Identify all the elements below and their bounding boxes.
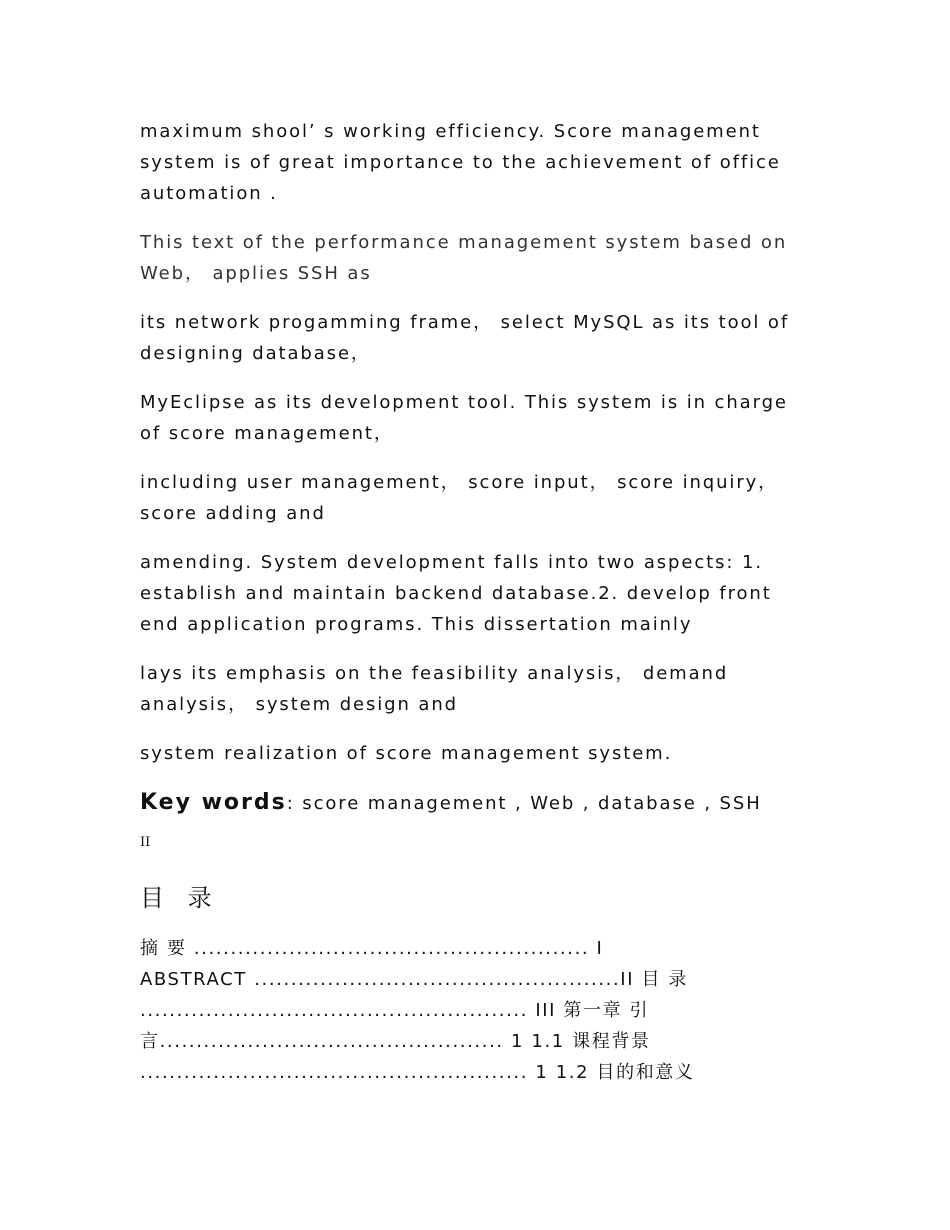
- text-line: lays its emphasis on the feasibility analysis， demand: [140, 663, 729, 684]
- text-line: amending. System development falls into two aspects: 1.: [140, 552, 763, 573]
- keywords-text: : score management , Web , database , SSH: [286, 793, 762, 814]
- text-line: score adding and: [140, 503, 326, 524]
- text-line: system realization of score management system.: [140, 743, 673, 764]
- abstract-paragraph-2: [140, 227, 830, 289]
- page-number: II: [140, 835, 151, 850]
- abstract-paragraph-8: [140, 738, 830, 769]
- abstract-paragraph-5: [140, 467, 830, 529]
- text-line: Web， applies SSH as: [140, 263, 372, 284]
- abstract-paragraph-1: [140, 116, 830, 209]
- text-line: system is of great importance to the achievement of office: [140, 152, 781, 173]
- text-line: designing database，: [140, 343, 371, 364]
- abstract-paragraph-3: [140, 307, 830, 369]
- keywords-line: [140, 787, 830, 819]
- text-line: automation .: [140, 183, 278, 204]
- toc-list: [140, 933, 830, 1088]
- keywords-label: Key words: [140, 790, 287, 815]
- text-line: analysis， system design and: [140, 694, 458, 715]
- text-line: its network progamming frame， select MySQL as its tool of: [140, 312, 790, 333]
- text-line: maximum shool’ s working efficiency. Score management: [140, 121, 761, 142]
- toc-line: 摘 要 ...................................................... I: [140, 938, 604, 959]
- toc-title: 目 录: [140, 884, 220, 912]
- abstract-paragraph-7: [140, 658, 830, 720]
- text-line: MyEclipse as its development tool. This system is in charge: [140, 392, 788, 413]
- text-line: of score management，: [140, 423, 394, 444]
- document-page: [140, 116, 830, 1088]
- text-line: establish and maintain backend database.2. develop front: [140, 583, 772, 604]
- toc-line: ..................................................... III 第一章 引: [140, 1000, 650, 1021]
- text-line: This text of the performance management system based on: [140, 232, 788, 253]
- text-line: end application programs. This dissertation mainly: [140, 614, 693, 635]
- toc-line: 言............................................... 1 1.1 课程背景: [140, 1031, 651, 1052]
- abstract-paragraph-4: [140, 387, 830, 449]
- abstract-paragraph-6: [140, 547, 830, 640]
- text-line: including user management， score input， score inquiry，: [140, 472, 779, 493]
- toc-line: ..................................................... 1 1.2 目的和意义: [140, 1062, 695, 1083]
- toc-line: ABSTRACT ..................................................II 目 录: [140, 969, 688, 990]
